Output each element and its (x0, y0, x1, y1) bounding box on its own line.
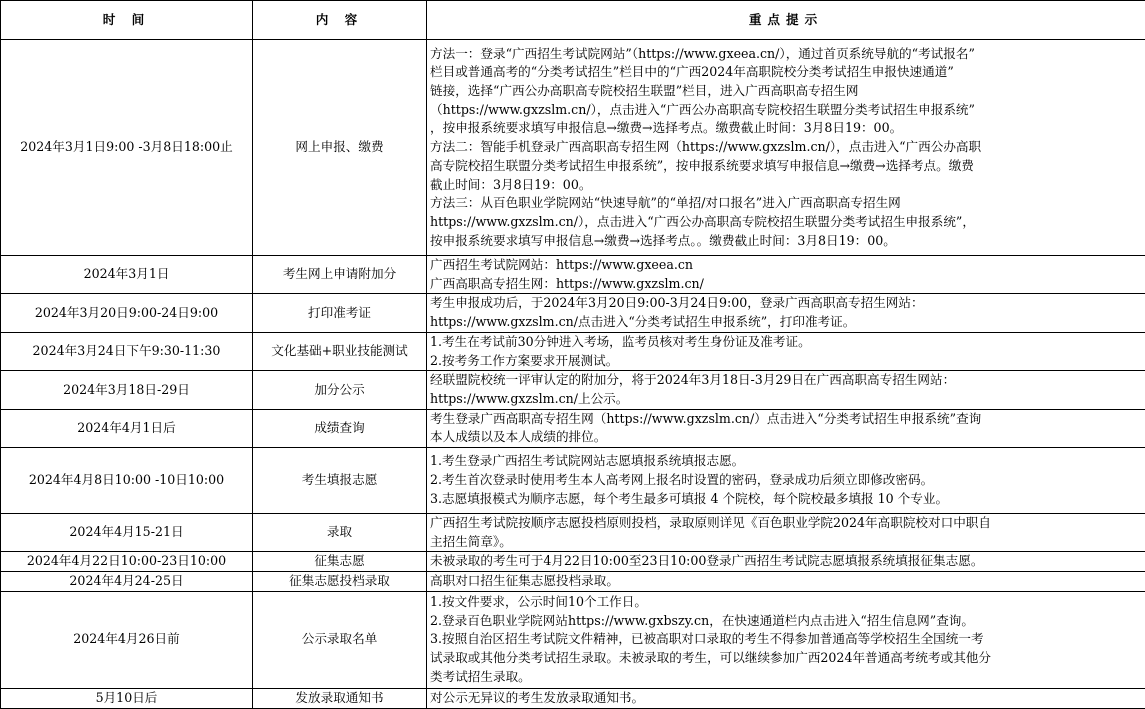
cell-content: 文化基础+职业技能测试 (253, 332, 427, 370)
table-row (1, 572, 1145, 592)
header-time: 时 间 (1, 1, 253, 40)
tip-line: （https://www.gxzslm.cn/），点击进入“广西公办高职高专院校招生联盟分类考试招生申报系统” (430, 101, 1143, 120)
cell-tips (427, 256, 1145, 294)
cell-content: 公示录取名单 (253, 591, 427, 688)
cell-content: 录取 (253, 514, 427, 552)
tip-line: 3.按照自治区招生考试院文件精神，已被高职对口录取的考生不得参加普通高等学校招生全国统一考 (430, 630, 1143, 649)
tip-line: 3.志愿填报模式为顺序志愿，每个考生最多可填报 4 个院校，每个院校最多填报 10 个专业。 (430, 490, 1143, 509)
tip-line: 1.按文件要求，公示时间10个工作日。 (430, 593, 1143, 612)
tip-line: 对公示无异议的考生发放录取通知书。 (430, 689, 1143, 708)
cell-time: 2024年4月22日10:00-23日10:00 (1, 552, 253, 572)
cell-content: 网上申报、缴费 (253, 40, 427, 256)
tip-line: 方法二：智能手机登录广西高职高专招生网（https://www.gxzslm.cn/），点击进入“广西公办高职 (430, 138, 1143, 157)
tip-line: 广西高职高专招生网：https://www.gxzslm.cn/ (430, 275, 1143, 294)
tip-line: 链接，选择“广西公办高职高专院校招生联盟”栏目，进入广西高职高专招生网 (430, 82, 1143, 101)
tip-line: 经联盟院校统一评审认定的附加分，将于2024年3月18日-3月29日在广西高职高专招生网站： (430, 371, 1143, 390)
table-row (1, 256, 1145, 294)
cell-time: 2024年3月1日 (1, 256, 253, 294)
header-tips: 重点提示 (427, 1, 1145, 40)
cell-time: 2024年3月18日-29日 (1, 371, 253, 409)
cell-time: 5月10日后 (1, 688, 253, 708)
tip-line: 方法一：登录“广西招生考试院网站”（https://www.gxeea.cn/），通过首页系统导航的“考试报名” (430, 45, 1143, 64)
tip-line: 1.考生登录广西招生考试院网站志愿填报系统填报志愿。 (430, 452, 1143, 471)
table-row (1, 40, 1145, 256)
cell-tips (427, 40, 1145, 256)
tip-line: 栏目或普通高考的“分类考试招生”栏目中的“广西2024年高职院校分类考试招生申报快速通道” (430, 63, 1143, 82)
tip-line: 未被录取的考生可于4月22日10:00至23日10:00登录广西招生考试院志愿填报系统填报征集志愿。 (430, 552, 1143, 571)
cell-time: 2024年4月1日后 (1, 409, 253, 447)
cell-content: 发放录取通知书 (253, 688, 427, 708)
tip-line: 高专院校招生联盟分类考试招生申报系统”，按申报系统要求填写申报信息→缴费→选择考点。缴费 (430, 157, 1143, 176)
cell-tips (427, 448, 1145, 514)
header-content: 内 容 (253, 1, 427, 40)
tip-line: ，按申报系统要求填写申报信息→缴费→选择考点。缴费截止时间：3月8日19：00。 (430, 119, 1143, 138)
cell-tips (427, 332, 1145, 370)
cell-tips (427, 572, 1145, 592)
cell-tips (427, 552, 1145, 572)
tip-line: https://www.gxzslm.cn/点击进入“分类考试招生申报系统”，打印准考证。 (430, 313, 1143, 332)
cell-tips (427, 591, 1145, 688)
table-row (1, 409, 1145, 447)
tip-line: 广西招生考试院网站：https://www.gxeea.cn (430, 256, 1143, 275)
header-row (1, 1, 1145, 40)
tip-line: https://www.gxzslm.cn/上公示。 (430, 390, 1143, 409)
schedule-body (1, 40, 1145, 709)
cell-content: 征集志愿投档录取 (253, 572, 427, 592)
tip-line: 方法三：从百色职业学院网站“快速导航”的“单招/对口报名”进入广西高职高专招生网 (430, 194, 1143, 213)
cell-content: 征集志愿 (253, 552, 427, 572)
table-row (1, 552, 1145, 572)
cell-tips (427, 688, 1145, 708)
tip-line: 截止时间：3月8日19：00。 (430, 176, 1143, 195)
tip-line: 主招生简章》。 (430, 533, 1143, 552)
cell-time: 2024年4月24-25日 (1, 572, 253, 592)
cell-time: 2024年3月20日9:00-24日9:00 (1, 294, 253, 332)
tip-line: 考生登录广西高职高专招生网（https://www.gxzslm.cn/）点击进入“分类考试招生申报系统”查询 (430, 410, 1143, 429)
cell-content: 成绩查询 (253, 409, 427, 447)
tip-line: 1.考生在考试前30分钟进入考场，监考员核对考生身份证及准考证。 (430, 333, 1143, 352)
tip-line: 按申报系统要求填写申报信息→缴费→选择考点。。缴费截止时间：3月8日19：00。 (430, 232, 1143, 251)
cell-tips (427, 409, 1145, 447)
tip-line: https://www.gxzslm.cn/），点击进入“广西公办高职高专院校招生联盟分类考试招生申报系统”， (430, 213, 1143, 232)
cell-content: 打印准考证 (253, 294, 427, 332)
cell-time: 2024年3月24日下午9:30-11:30 (1, 332, 253, 370)
table-row (1, 688, 1145, 708)
tip-line: 2.登录百色职业学院网站https://www.gxbszy.cn，在快速通道栏内点击进入“招生信息网”查询。 (430, 612, 1143, 631)
table-row (1, 371, 1145, 409)
cell-time: 2024年4月15-21日 (1, 514, 253, 552)
cell-content: 考生填报志愿 (253, 448, 427, 514)
tip-line: 考生申报成功后，于2024年3月20日9:00-3月24日9:00，登录广西高职高专招生网站： (430, 294, 1143, 313)
table-row (1, 294, 1145, 332)
cell-time: 2024年4月8日10:00 -10日10:00 (1, 448, 253, 514)
cell-content: 考生网上申请附加分 (253, 256, 427, 294)
tip-line: 2.按考务工作方案要求开展测试。 (430, 352, 1143, 371)
tip-line: 类考试招生录取。 (430, 668, 1143, 687)
tip-line: 2.考生首次登录时使用考生本人高考网上报名时设置的密码，登录成功后须立即修改密码。 (430, 471, 1143, 490)
table-row (1, 448, 1145, 514)
tip-line: 广西招生考试院按顺序志愿投档原则投档，录取原则详见《百色职业学院2024年高职院校对口中职自 (430, 514, 1143, 533)
cell-tips (427, 514, 1145, 552)
table-row (1, 332, 1145, 370)
table-row (1, 514, 1145, 552)
cell-tips (427, 371, 1145, 409)
table-row (1, 591, 1145, 688)
tip-line: 高职对口招生征集志愿投档录取。 (430, 572, 1143, 591)
tip-line: 本人成绩以及本人成绩的排位。 (430, 428, 1143, 447)
tip-line: 试录取或其他分类考试招生录取。未被录取的考生，可以继续参加广西2024年普通高考统考或其他分 (430, 649, 1143, 668)
cell-time: 2024年3月1日9:00 -3月8日18:00止 (1, 40, 253, 256)
cell-tips (427, 294, 1145, 332)
cell-time: 2024年4月26日前 (1, 591, 253, 688)
cell-content: 加分公示 (253, 371, 427, 409)
